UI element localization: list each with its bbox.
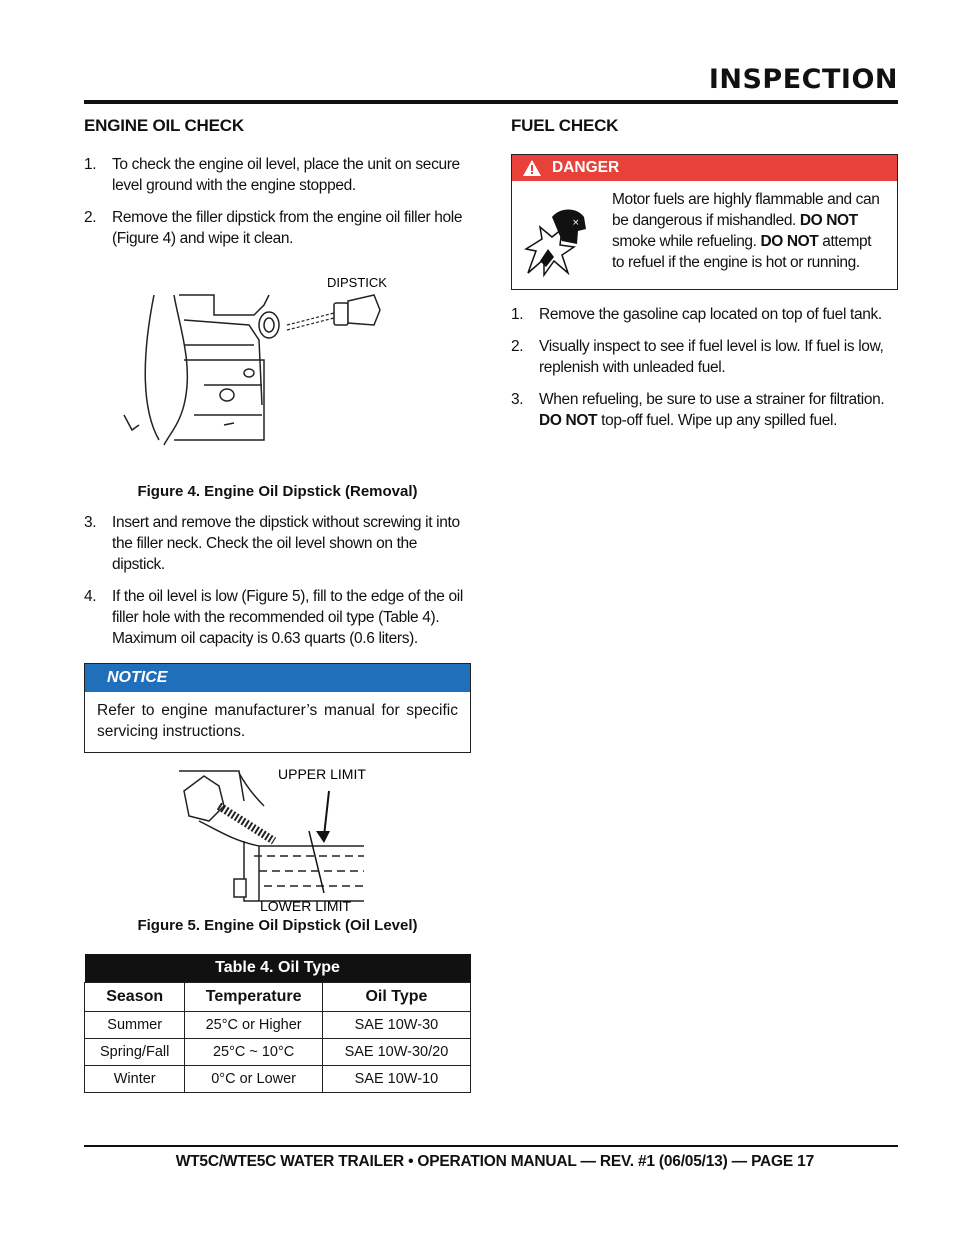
dipstick-removal-illustration [84,265,471,475]
table-cell: SAE 10W-30 [322,1012,470,1039]
table-caption: Table 4. Oil Type [85,954,471,983]
table-cell: 0°C or Lower [185,1066,323,1093]
danger-box [511,154,898,290]
list-item [511,304,898,325]
oil-type-table [84,954,471,1093]
table-row [85,1039,471,1066]
step-text: If the oil level is low (Figure 5), fill to the edge of the oil filler hole with the recommended oil type (Table 4). Maximum oil capacity is 0.63 quarts (0.6 liters). [112,588,463,647]
figure-5 [84,761,471,913]
step-text: Remove the filler dipstick from the engine oil filler hole (Figure 4) and wipe it clean. [112,209,463,247]
warning-icon [522,159,542,177]
table-cell: Winter [85,1066,185,1093]
upper-limit-label: UPPER LIMIT [278,766,366,782]
step-number: 3. [511,391,524,408]
step-number: 2. [84,209,97,226]
table-cell: Summer [85,1012,185,1039]
dipstick-label: DIPSTICK [327,275,387,290]
table-row [85,1066,471,1093]
table-row [85,1012,471,1039]
page-footer: WT5C/WTE5C WATER TRAILER • OPERATION MANUAL — REV. #1 (06/05/13) — PAGE 17 [175,1153,814,1170]
danger-text: Motor fuels are highly flammable and can be dangerous if mishandled. DO NOT smoke while refueling. DO NOT attempt to refuel if the engine is hot or running. [612,191,880,271]
table-header: Season [85,983,185,1012]
step-number: 2. [511,338,524,355]
figure-4 [84,265,471,475]
title-rule [84,100,898,104]
figure-4-caption: Figure 4. Engine Oil Dipstick (Removal) [137,483,418,500]
oil-level-illustration [84,761,471,913]
svg-text:×: × [572,218,580,228]
step-text: When refueling, be sure to use a strainer for filtration. DO NOT top-off fuel. Wipe up any spilled fuel. [539,391,885,429]
list-item [84,207,471,249]
step-text: Insert and remove the dipstick without screwing it into the filler neck. Check the oil level shown on the dipstick. [112,514,460,573]
list-item [84,154,471,196]
step-number: 1. [84,156,97,173]
page-title: INSPECTION [708,64,898,95]
step-text: Visually inspect to see if fuel level is low. If fuel is low, replenish with unleaded fuel. [539,338,884,376]
fuel-check-heading: FUEL CHECK [511,116,619,135]
table-cell: SAE 10W-10 [322,1066,470,1093]
list-item [84,586,471,649]
right-column [511,112,898,442]
table-cell: 25°C ~ 10°C [185,1039,323,1066]
lower-limit-label: LOWER LIMIT [260,898,352,913]
list-item [511,389,898,431]
table-cell: SAE 10W-30/20 [322,1039,470,1066]
danger-title: DANGER [552,159,620,176]
step-text: Remove the gasoline cap located on top of fuel tank. [539,306,882,323]
table-header: Temperature [185,983,323,1012]
step-text: To check the engine oil level, place the unit on secure level ground with the engine stopped. [112,156,460,194]
step-number: 4. [84,588,97,605]
list-item [511,336,898,378]
figure-5-caption: Figure 5. Engine Oil Dipstick (Oil Level) [137,917,418,934]
engine-oil-check-heading: ENGINE OIL CHECK [84,116,244,135]
footer-rule [84,1145,898,1147]
notice-heading: NOTICE [85,664,470,692]
step-number: 1. [511,306,524,323]
notice-box [84,663,471,753]
table-header: Oil Type [322,983,470,1012]
step-number: 3. [84,514,97,531]
notice-body: Refer to engine manufacturer’s manual for specific servicing instructions. [97,702,458,740]
table-cell: Spring/Fall [85,1039,185,1066]
list-item [84,512,471,575]
danger-heading [512,155,897,181]
explosion-icon [522,189,606,279]
left-column [84,112,471,1093]
table-cell: 25°C or Higher [185,1012,323,1039]
